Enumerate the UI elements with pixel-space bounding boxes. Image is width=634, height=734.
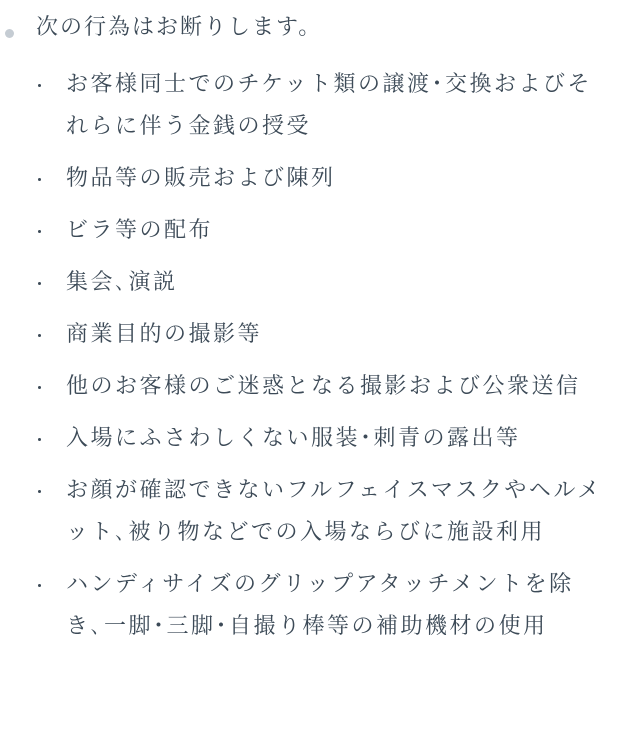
list-item [0, 314, 634, 356]
list-item-text: 他のお客様のご迷惑となる撮影および公衆送信 [66, 374, 581, 399]
list-item [0, 64, 634, 148]
list-item-text: 物品等の販売および陳列 [66, 166, 336, 191]
list-item [0, 366, 634, 408]
list-item [0, 210, 634, 252]
dot-bullet-icon [38, 230, 41, 233]
list-item-text: ビラ等の配布 [66, 218, 214, 243]
list-item-text: お客様同士でのチケット類の譲渡･交換およびそれらに伴う金銭の授受 [66, 72, 593, 139]
dot-bullet-icon [38, 438, 41, 441]
dot-bullet-icon [38, 84, 41, 87]
list-item [0, 262, 634, 304]
list-item-text: ハンディサイズのグリップアタッチメントを除き､一脚･三脚･自撮り棒等の補助機材の使用 [66, 572, 574, 639]
list-item [0, 418, 634, 460]
list-item-text: 入場にふさわしくない服装･刺青の露出等 [66, 426, 521, 451]
list-item-text: 集会､演説 [66, 270, 178, 295]
list-item [0, 470, 634, 554]
dot-bullet-icon [38, 490, 41, 493]
dot-bullet-icon [38, 334, 41, 337]
list-item-text: お顔が確認できないフルフェイスマスクやヘルメット､被り物などでの入場ならびに施設利用 [66, 478, 602, 545]
list-item-text: 商業目的の撮影等 [66, 322, 263, 347]
list-item [0, 158, 634, 200]
dot-bullet-icon [38, 584, 41, 587]
prohibited-acts-list [0, 64, 634, 658]
list-item [0, 564, 634, 648]
dot-bullet-icon [38, 282, 41, 285]
dot-bullet-icon [38, 386, 41, 389]
dot-bullet-icon [38, 178, 41, 181]
bullet-icon [5, 29, 14, 38]
main-item-text: 次の行為はお断りします。 [36, 15, 323, 40]
